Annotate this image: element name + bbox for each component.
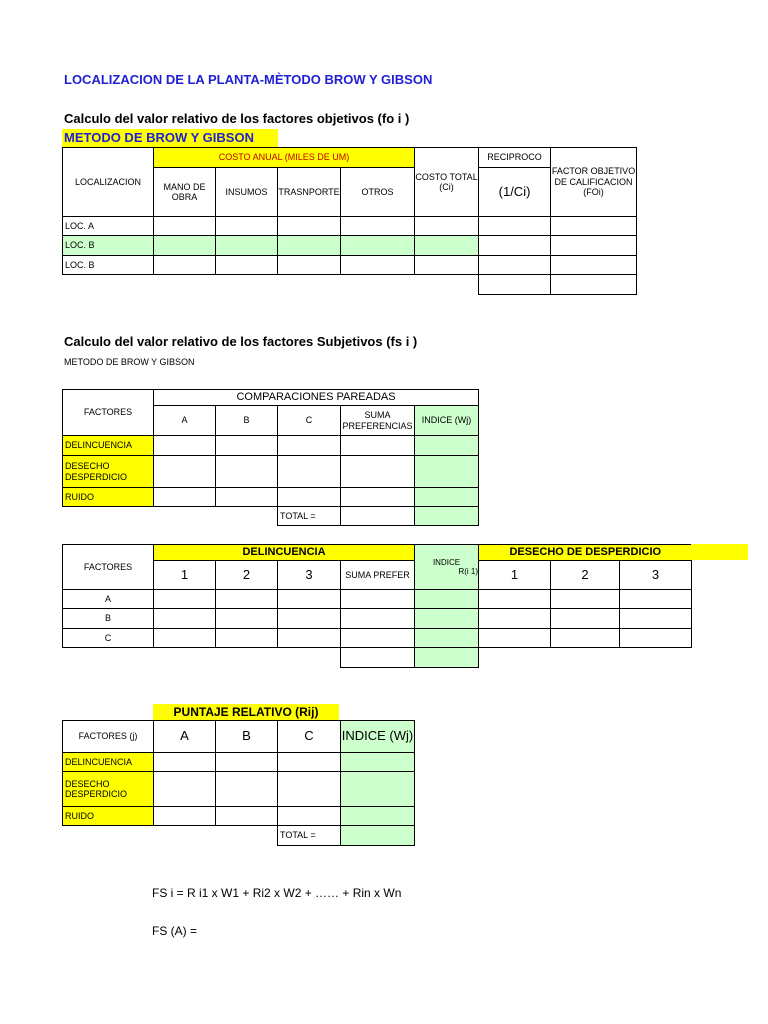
row-label: RUIDO — [63, 807, 154, 826]
paired-comparison-table — [62, 389, 479, 526]
row-label: DELINCUENCIA — [63, 753, 154, 772]
header-2: 2 — [551, 561, 620, 590]
header-costo-total: COSTO TOTAL (Ci) — [415, 148, 479, 217]
desecho-header-overflow — [691, 544, 748, 560]
row-label: C — [63, 629, 154, 648]
header-otros: OTROS — [341, 168, 415, 217]
total-label: TOTAL = — [278, 507, 341, 526]
formula-fs-a: FS (A) = — [152, 924, 198, 938]
header-c: C — [278, 721, 341, 753]
header-factores: FACTORES (j) — [63, 721, 154, 753]
row-label: DELINCUENCIA — [63, 436, 154, 456]
header-indice: INDICE (Wj) — [341, 721, 415, 753]
header-a: A — [154, 721, 216, 753]
row-label: LOC. B — [63, 236, 154, 256]
header-1: 1 — [479, 561, 551, 590]
row-label: DESECHO DESPERDICIO — [63, 772, 154, 807]
row-label: LOC. A — [63, 217, 154, 236]
header-indice: INDICE (Wj) — [415, 406, 479, 436]
header-reciproco: RECIPROCO — [479, 148, 551, 168]
header-1: 1 — [154, 561, 216, 590]
row-label: LOC. B — [63, 256, 154, 275]
header-suma: SUMA PREFERENCIAS — [341, 406, 415, 436]
header-factores: FACTORES — [63, 390, 154, 436]
relative-score-table — [62, 720, 415, 846]
page-title: LOCALIZACION DE LA PLANTA-MÈTODO BROW Y GIBSON — [64, 72, 433, 87]
section1-method: METODO DE BROW Y GIBSON — [62, 129, 278, 147]
row-label: DESECHO DESPERDICIO — [63, 456, 154, 488]
header-puntaje: PUNTAJE RELATIVO (Rij) — [173, 705, 319, 719]
header-factor-objetivo: FACTOR OBJETIVO DE CALIFICACION (FOi) — [551, 148, 637, 217]
header-insumos: INSUMOS — [216, 168, 278, 217]
factor-scoring-table — [62, 544, 692, 668]
header-comparaciones: COMPARACIONES PAREADAS — [154, 390, 479, 406]
row-label: B — [63, 609, 154, 629]
header-3: 3 — [620, 561, 692, 590]
total-label: TOTAL = — [278, 826, 341, 846]
header-b: B — [216, 406, 278, 436]
header-costo-anual: COSTO ANUAL (MILES DE UM) — [154, 148, 415, 168]
section1-heading: Calculo del valor relativo de los factores objetivos (fo i ) — [64, 111, 410, 126]
row-label: RUIDO — [63, 488, 154, 507]
section2-heading: Calculo del valor relativo de los factores Subjetivos (fs i ) — [64, 334, 418, 349]
header-reciproco-formula: (1/Ci) — [479, 168, 551, 217]
header-factores: FACTORES — [63, 545, 154, 590]
header-transporte: TRASNPORTE — [278, 168, 341, 217]
header-mano-obra: MANO DE OBRA — [154, 168, 216, 217]
header-desecho: DESECHO DE DESPERDICIO — [479, 545, 692, 561]
header-localizacion: LOCALIZACION — [63, 148, 154, 217]
objective-factors-table — [62, 147, 637, 295]
header-3: 3 — [278, 561, 341, 590]
header-a: A — [154, 406, 216, 436]
header-suma: SUMA PREFER — [341, 561, 415, 590]
header-c: C — [278, 406, 341, 436]
header-delincuencia: DELINCUENCIA — [154, 545, 415, 561]
header-b: B — [216, 721, 278, 753]
row-label: A — [63, 590, 154, 609]
header-2: 2 — [216, 561, 278, 590]
formula-fs: FS i = R i1 x W1 + Ri2 x W2 + …… + Rin x Wn — [152, 886, 402, 900]
header-indice: INDICE R(i 1) — [415, 545, 479, 590]
section2-method: METODO DE BROW Y GIBSON — [64, 357, 195, 367]
